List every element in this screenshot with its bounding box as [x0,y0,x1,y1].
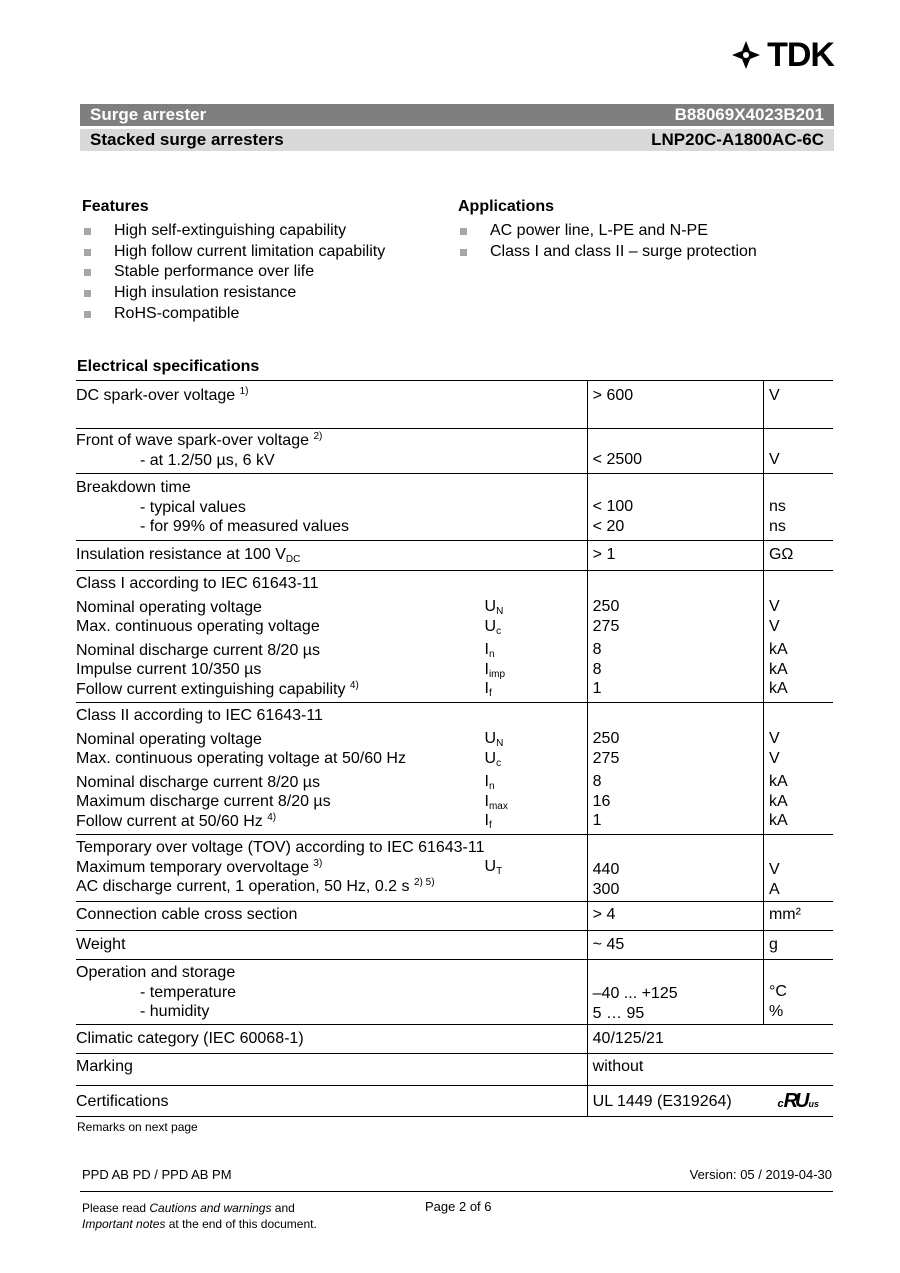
symbol: U [484,749,497,767]
spec-label: Nominal discharge current 8/20 µs [76,773,320,791]
symbol-sub: imp [488,668,506,680]
spec-label: Marking [76,1054,587,1086]
symbol: I [484,812,489,829]
header-bar-category [80,104,834,126]
symbol: U [484,858,497,875]
spec-value: –40 ... +125 [592,985,678,1002]
applications-list [458,221,757,262]
spec-unit: mm² [763,902,833,931]
spec-row-weight [76,931,833,960]
page-number: Page 2 of 6 [425,1199,492,1214]
spec-unit: kA [768,792,788,810]
spec-value: 1 [592,680,602,697]
spec-unit: ns [768,498,786,515]
spec-label: Follow current extinguishing capability [76,680,346,698]
feature-item: RoHS-compatible [82,304,385,325]
footnote-ref: 4) [349,679,359,691]
features-list [82,221,385,324]
features-title: Features [82,198,149,215]
header-bar-type [80,129,834,151]
spec-unit: % [768,1002,784,1020]
spec-label: Breakdown time [76,479,191,496]
type-code: LNP20C-A1800AC-6C [651,130,824,149]
symbol: I [484,660,489,678]
spec-label: Certifications [76,1086,587,1117]
spec-value: without [587,1054,833,1086]
spec-label: Max. continuous operating voltage at 50/60 Hz [76,750,406,767]
spec-label: Front of wave spark-over voltage [76,432,309,449]
symbol: U [484,730,497,747]
spec-unit: V [763,381,833,429]
spec-row-climatic [76,1025,833,1054]
spec-unit: V [768,598,780,615]
tdk-logo [731,38,834,72]
ul-mark-c: c [777,1098,784,1110]
spec-value: UL 1449 (E319264) [592,1093,732,1110]
spec-value: < 100 [592,498,634,515]
footnote-ref: 1) [239,386,249,397]
part-number: B88069X4023B201 [674,105,824,124]
spec-value: 440 [592,861,620,878]
spec-row-dc-sparkover [76,381,833,429]
ul-mark-ru: RU [783,1090,807,1112]
logo-brand-text: TDK [767,36,834,74]
spec-label: Operation and storage [76,964,236,981]
feature-item: High insulation resistance [82,283,385,304]
application-item: AC power line, L-PE and N-PE [458,221,757,242]
spec-unit: kA [768,641,788,658]
spec-row-breakdown [76,474,833,541]
spec-label: Max. continuous operating voltage [76,618,320,635]
feature-item: High self-extinguishing capability [82,221,385,242]
spec-value: < 2500 [587,429,763,474]
footer-note-text: at the end of this document. [165,1217,317,1231]
footer-department: PPD AB PD / PPD AB PM [82,1167,232,1182]
applications-title: Applications [458,198,555,215]
spec-value: 275 [592,749,620,767]
spec-label: Weight [76,931,587,960]
ul-mark-us: us [808,1099,819,1109]
spec-unit: V [768,749,780,767]
spec-group-title: Class II according to IEC 61643-11 [76,707,323,724]
footer-note [82,1200,317,1232]
footer-version: Version: 05 / 2019-04-30 [689,1167,832,1182]
footer-note-text: Please read [82,1201,150,1215]
spec-sublabel: - temperature [140,983,237,1001]
spec-value: ~ 45 [587,931,763,960]
symbol: U [484,598,497,615]
symbol-sub: max [488,800,508,812]
spec-unit: V [763,429,833,474]
symbol-sub: f [488,688,492,699]
spec-value: 8 [592,660,602,678]
symbol-sub: N [496,738,504,749]
spec-unit: V [768,730,780,747]
spec-label-sub: DC [285,554,301,565]
symbol-sub: N [496,606,504,617]
spec-value: 275 [592,617,620,635]
spec-row-front-wave [76,429,833,474]
spec-unit: g [763,931,833,960]
spec-sublabel: - humidity [140,1003,210,1020]
spec-row-marking [76,1054,833,1086]
spec-label: AC discharge current, 1 operation, 50 Hz, 0.2 s [76,878,410,895]
spec-unit: A [768,880,780,898]
spec-unit: kA [768,680,788,697]
symbol-sub: c [496,757,502,769]
important-notes-ref: Important notes [82,1217,166,1231]
spec-value: < 20 [592,517,625,535]
symbol: I [484,773,489,790]
cautions-warnings-ref: Cautions and warnings [149,1201,272,1215]
spec-unit: °C [768,983,787,1000]
footnote-ref: 2) [313,431,323,442]
spec-label: Nominal operating voltage [76,730,262,748]
spec-value: 1 [592,812,602,829]
feature-item: High follow current limitation capability [82,242,385,263]
spec-row-class2 [76,703,833,835]
symbol: U [484,617,497,635]
spec-value: 16 [592,792,611,810]
footnote-ref: 3) [313,857,323,869]
spec-group-title: Class I according to IEC 61643-11 [76,575,319,592]
spec-unit: kA [768,812,788,829]
spec-row-insulation [76,541,833,571]
spec-value: 40/125/21 [587,1025,833,1054]
spec-unit: GΩ [763,541,833,571]
spec-value: 250 [592,598,620,615]
remarks-note: Remarks on next page [77,1120,198,1134]
footer-note-text: and [271,1201,295,1215]
spec-unit: ns [768,517,786,535]
spec-sublabel: - typical values [140,498,246,516]
spec-value: > 600 [587,381,763,429]
symbol-sub: T [496,866,503,877]
spec-label: Connection cable cross section [76,902,587,931]
specs-title: Electrical specifications [77,358,260,375]
spec-label: Nominal discharge current 8/20 µs [76,641,320,659]
spec-label: Climatic category (IEC 60068-1) [76,1025,587,1054]
spec-row-cable [76,902,833,931]
spec-row-operation [76,960,833,1025]
spec-label: Maximum temporary overvoltage [76,858,309,876]
spec-label: Follow current at 50/60 Hz [76,812,263,830]
footnote-ref: 2) 5) [413,877,435,888]
symbol-sub: f [488,820,492,831]
application-item: Class I and class II – surge protection [458,242,757,263]
spec-label: DC spark-over voltage [76,387,236,404]
spec-unit: V [768,617,780,635]
spec-value: > 4 [587,902,763,931]
spec-value: 8 [592,773,602,790]
tdk-emblem-icon [731,40,761,70]
product-category: Surge arrester [90,105,207,124]
spec-label: Insulation resistance at 100 V [76,546,286,563]
spec-value: 5 … 95 [592,1004,645,1022]
symbol-sub: c [496,625,502,637]
spec-row-tov [76,835,833,902]
spec-unit: kA [768,660,788,678]
spec-unit: V [768,861,780,878]
symbol: I [484,641,489,658]
footer-divider [80,1191,833,1192]
product-subcategory: Stacked surge arresters [90,130,284,149]
symbol: I [484,792,489,810]
spec-unit: kA [768,773,788,790]
spec-label: Nominal operating voltage [76,598,262,616]
spec-group-title: Temporary over voltage (TOV) according to IEC 61643-11 [76,839,485,856]
spec-value: 250 [592,730,620,747]
spec-label: Impulse current 10/350 µs [76,661,262,678]
spec-value: > 1 [587,541,763,571]
spec-row-class1 [76,571,833,703]
spec-value: 300 [592,880,620,898]
spec-table [76,380,833,1117]
symbol-sub: n [488,781,495,792]
symbol-sub: n [488,649,495,660]
footnote-ref: 4) [267,811,277,823]
spec-sublabel: - for 99% of measured values [140,518,349,535]
symbol: I [484,680,489,697]
spec-sublabel: - at 1.2/50 µs, 6 kV [140,451,275,469]
spec-label: Maximum discharge current 8/20 µs [76,793,331,810]
ul-recognized-mark-icon [777,1092,819,1115]
feature-item: Stable performance over life [82,262,385,283]
spec-row-certifications [76,1086,833,1117]
spec-value: 8 [592,641,602,658]
